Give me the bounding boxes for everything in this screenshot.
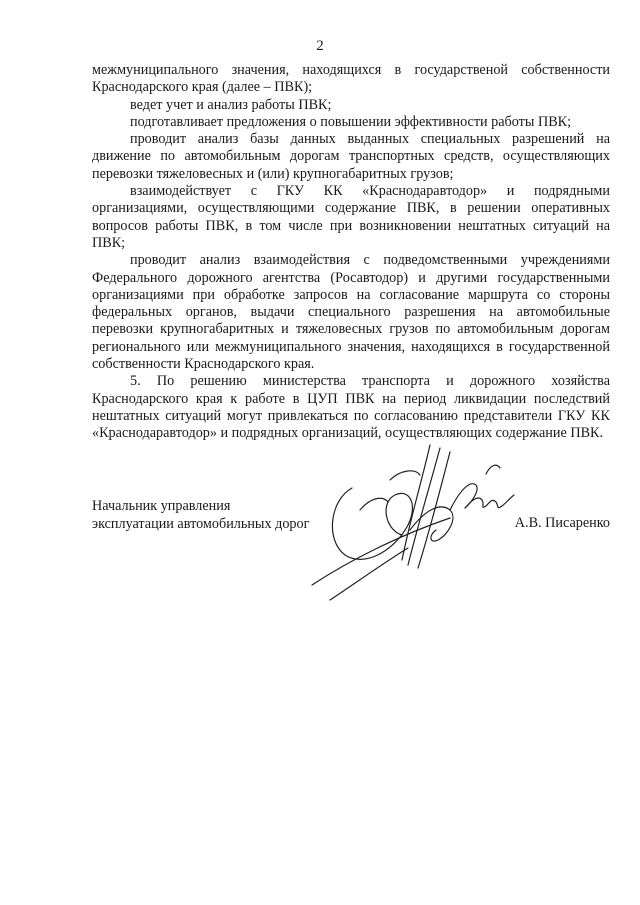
page-number: 2 <box>316 38 324 54</box>
document-body <box>92 62 610 443</box>
paragraph-permits-analysis: проводит анализ базы данных выданных специальных разрешений на движение по автомобильным дорогам транспортных средств, осуществляющих перевозки тяжеловесных и (или) крупногабаритных грузов; <box>92 131 610 182</box>
paragraph-item-5: 5. По решению министерства транспорта и дорожного хозяйства Краснодарского края к работе в ЦУП ПВК на период ликвидации последствий нештатных ситуаций могут привлекаться по согласованию представители ГКУ КК «Краснодаравтодор» и подрядных организаций, осуществляющих содержание ПВК. <box>92 373 610 442</box>
signatory-name: А.В. Писаренко <box>514 515 610 531</box>
paragraph-rosavtodor: проводит анализ взаимодействия с подведомственными учреждениями Федерального дорожного агентства (Росавтодор) и другими государственными организациями при обработке запросов на согласование маршрута со стороны федеральных органов, выдачи специального разрешения на автомобильные перевозки крупногабаритных и тяжеловесных грузов по автомобильным дорогам регионального или межмуниципального значения, находящихся в государственной собственности Краснодарского края. <box>92 252 610 373</box>
signatory-position: Начальник управления эксплуатации автомобильных дорог <box>92 498 310 532</box>
paragraph-continuation: межмуниципального значения, находящихся в государственой собственности Краснодарского края (далее – ПВК); <box>92 62 610 96</box>
paragraph-accounting: ведет учет и анализ работы ПВК; <box>130 96 332 113</box>
paragraph-proposals: подготавливает предложения о повышении эффективности работы ПВК; <box>130 113 572 130</box>
paragraph-interaction: взаимодействует с ГКУ КК «Краснодаравтодор» и подрядными организациями, осуществляющими содержание ПВК, в решении оперативных вопросов работы ПВК, в том числе при возникновении нештатных ситуаций на ПВК; <box>92 183 610 251</box>
handwritten-signature <box>290 440 530 605</box>
